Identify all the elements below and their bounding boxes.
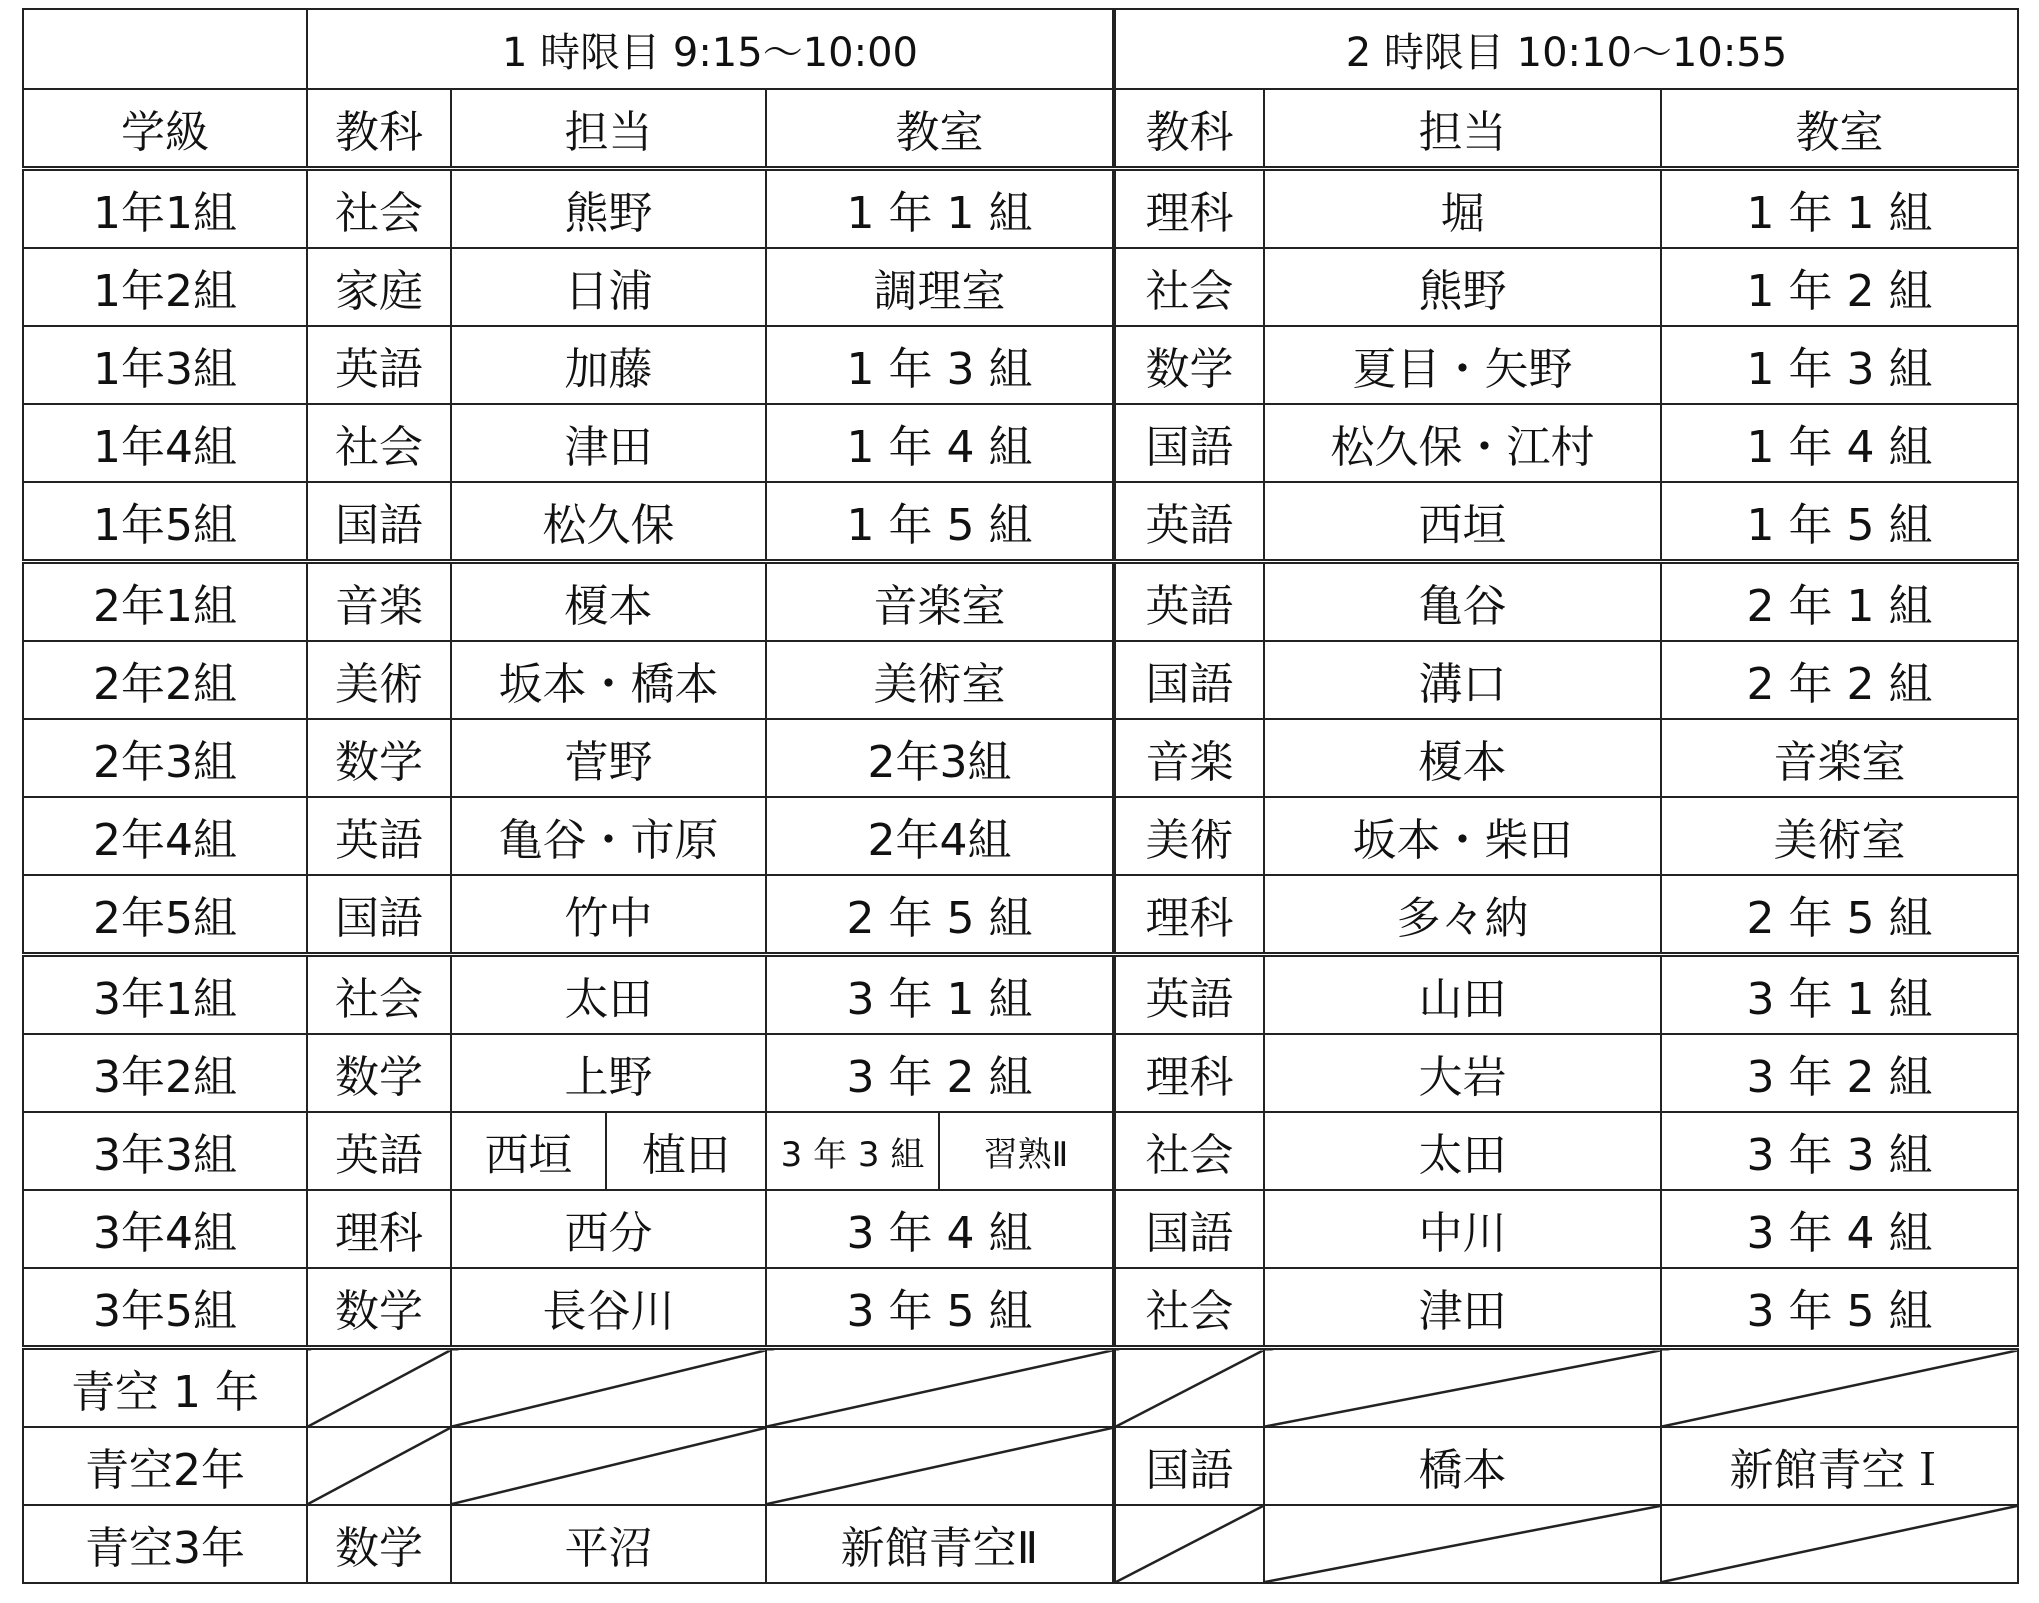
p2-subject-cell: 社会 bbox=[1114, 1268, 1264, 1348]
col-p2-teacher-header: 担当 bbox=[1264, 89, 1661, 169]
p2-teacher-cell: 西垣 bbox=[1264, 482, 1661, 562]
p2-room-cell: 1 年 5 組 bbox=[1661, 482, 2018, 562]
table-row bbox=[23, 248, 2018, 326]
period2-header: 2 時限目 10:10～10:55 bbox=[1114, 9, 2018, 89]
p2-teacher-cell: 津田 bbox=[1264, 1268, 1661, 1348]
p1-teacher-cell: 坂本・橋本 bbox=[451, 641, 766, 719]
p1-subject-cell: 数学 bbox=[307, 1034, 451, 1112]
class-cell: 3年5組 bbox=[23, 1268, 307, 1348]
table-row bbox=[23, 955, 2018, 1035]
class-cell: 青空3年 bbox=[23, 1505, 307, 1583]
col-class-header: 学級 bbox=[23, 89, 307, 169]
period1-header: 1 時限目 9:15～10:00 bbox=[307, 9, 1114, 89]
p1-teacher-cell: 菅野 bbox=[451, 719, 766, 797]
p1-room-cell: 新館青空Ⅱ bbox=[766, 1505, 1114, 1583]
p1-teacher-cell: 西分 bbox=[451, 1190, 766, 1268]
p1-subject-cell: 数学 bbox=[307, 719, 451, 797]
empty-slash-cell bbox=[1114, 1505, 1264, 1583]
class-cell: 1年1組 bbox=[23, 169, 307, 249]
p1-subject-cell: 数学 bbox=[307, 1505, 451, 1583]
p2-subject-cell: 英語 bbox=[1114, 562, 1264, 642]
table-row bbox=[23, 326, 2018, 404]
p1-subject-cell: 英語 bbox=[307, 797, 451, 875]
p2-room-cell: 1 年 4 組 bbox=[1661, 404, 2018, 482]
class-cell: 2年3組 bbox=[23, 719, 307, 797]
p1-teacher-b-cell: 植田 bbox=[606, 1112, 766, 1190]
p2-teacher-cell: 松久保・江村 bbox=[1264, 404, 1661, 482]
table-row bbox=[23, 1348, 2018, 1428]
p2-room-cell: 3 年 3 組 bbox=[1661, 1112, 2018, 1190]
class-cell: 3年2組 bbox=[23, 1034, 307, 1112]
p2-teacher-cell: 坂本・柴田 bbox=[1264, 797, 1661, 875]
period-header-row bbox=[23, 9, 2018, 89]
p2-teacher-cell: 榎本 bbox=[1264, 719, 1661, 797]
p2-subject-cell: 国語 bbox=[1114, 641, 1264, 719]
empty-slash-cell bbox=[1661, 1348, 2018, 1428]
p1-teacher-cell: 亀谷・市原 bbox=[451, 797, 766, 875]
p1-room-cell: 3 年 4 組 bbox=[766, 1190, 1114, 1268]
p1-subject-cell: 美術 bbox=[307, 641, 451, 719]
p1-subject-cell: 英語 bbox=[307, 1112, 451, 1190]
col-p2-subject-header: 教科 bbox=[1114, 89, 1264, 169]
p1-subject-cell: 音楽 bbox=[307, 562, 451, 642]
table-row bbox=[23, 1268, 2018, 1348]
p2-room-cell: 3 年 2 組 bbox=[1661, 1034, 2018, 1112]
table-row bbox=[23, 1190, 2018, 1268]
p1-teacher-cell: 加藤 bbox=[451, 326, 766, 404]
p2-teacher-cell: 亀谷 bbox=[1264, 562, 1661, 642]
p2-room-cell: 1 年 1 組 bbox=[1661, 169, 2018, 249]
p2-teacher-cell: 多々納 bbox=[1264, 875, 1661, 955]
p1-room-cell: 3 年 1 組 bbox=[766, 955, 1114, 1035]
p2-room-cell: 1 年 3 組 bbox=[1661, 326, 2018, 404]
p1-teacher-cell: 長谷川 bbox=[451, 1268, 766, 1348]
p2-room-cell: 1 年 2 組 bbox=[1661, 248, 2018, 326]
table-row bbox=[23, 719, 2018, 797]
p1-subject-cell: 英語 bbox=[307, 326, 451, 404]
col-p1-teacher-header: 担当 bbox=[451, 89, 766, 169]
table-row bbox=[23, 404, 2018, 482]
class-cell: 青空2年 bbox=[23, 1427, 307, 1505]
p2-room-cell: 3 年 4 組 bbox=[1661, 1190, 2018, 1268]
p1-room-cell: 1 年 1 組 bbox=[766, 169, 1114, 249]
table-row bbox=[23, 1112, 2018, 1190]
p2-teacher-cell: 大岩 bbox=[1264, 1034, 1661, 1112]
p1-room-cell: 3 年 5 組 bbox=[766, 1268, 1114, 1348]
col-p1-subject-header: 教科 bbox=[307, 89, 451, 169]
table-row bbox=[23, 1034, 2018, 1112]
empty-slash-cell bbox=[1114, 1348, 1264, 1428]
p1-subject-cell: 数学 bbox=[307, 1268, 451, 1348]
table-row bbox=[23, 797, 2018, 875]
class-cell: 3年4組 bbox=[23, 1190, 307, 1268]
p1-room-cell: 1 年 4 組 bbox=[766, 404, 1114, 482]
p2-subject-cell: 理科 bbox=[1114, 1034, 1264, 1112]
empty-slash-cell bbox=[766, 1348, 1114, 1428]
p1-room-cell: 2年3組 bbox=[766, 719, 1114, 797]
p2-teacher-cell: 溝口 bbox=[1264, 641, 1661, 719]
p1-subject-cell: 国語 bbox=[307, 482, 451, 562]
empty-slash-cell bbox=[451, 1348, 766, 1428]
p1-room-cell: 調理室 bbox=[766, 248, 1114, 326]
p1-room-cell: 3 年 2 組 bbox=[766, 1034, 1114, 1112]
empty-slash-cell bbox=[1661, 1505, 2018, 1583]
col-p1-room-header: 教室 bbox=[766, 89, 1114, 169]
p1-teacher-cell: 平沼 bbox=[451, 1505, 766, 1583]
table-row bbox=[23, 1505, 2018, 1583]
p1-subject-cell: 家庭 bbox=[307, 248, 451, 326]
class-cell: 青空 1 年 bbox=[23, 1348, 307, 1428]
p1-teacher-cell: 太田 bbox=[451, 955, 766, 1035]
p1-teacher-cell: 榎本 bbox=[451, 562, 766, 642]
table-row bbox=[23, 875, 2018, 955]
p2-room-cell: 2 年 2 組 bbox=[1661, 641, 2018, 719]
p1-room-a-cell: 3 年 3 組 bbox=[766, 1112, 939, 1190]
class-cell: 3年3組 bbox=[23, 1112, 307, 1190]
p1-room-cell: 2 年 5 組 bbox=[766, 875, 1114, 955]
class-cell: 1年3組 bbox=[23, 326, 307, 404]
class-cell: 2年1組 bbox=[23, 562, 307, 642]
p2-subject-cell: 社会 bbox=[1114, 1112, 1264, 1190]
p2-teacher-cell: 太田 bbox=[1264, 1112, 1661, 1190]
p1-teacher-cell: 上野 bbox=[451, 1034, 766, 1112]
p1-room-cell: 2年4組 bbox=[766, 797, 1114, 875]
table-row bbox=[23, 169, 2018, 249]
p2-subject-cell: 英語 bbox=[1114, 955, 1264, 1035]
class-cell: 2年5組 bbox=[23, 875, 307, 955]
p1-subject-cell: 理科 bbox=[307, 1190, 451, 1268]
p2-subject-cell: 理科 bbox=[1114, 875, 1264, 955]
p2-teacher-cell: 夏目・矢野 bbox=[1264, 326, 1661, 404]
p2-room-cell: 2 年 1 組 bbox=[1661, 562, 2018, 642]
p1-room-b-cell: 習熟Ⅱ bbox=[939, 1112, 1114, 1190]
p2-room-cell: 3 年 1 組 bbox=[1661, 955, 2018, 1035]
empty-slash-cell bbox=[307, 1348, 451, 1428]
p2-teacher-cell: 橋本 bbox=[1264, 1427, 1661, 1505]
empty-slash-cell bbox=[1264, 1348, 1661, 1428]
class-cell: 2年4組 bbox=[23, 797, 307, 875]
p2-subject-cell: 国語 bbox=[1114, 404, 1264, 482]
p2-teacher-cell: 熊野 bbox=[1264, 248, 1661, 326]
p1-room-cell: 美術室 bbox=[766, 641, 1114, 719]
p1-subject-cell: 社会 bbox=[307, 404, 451, 482]
empty-slash-cell bbox=[766, 1427, 1114, 1505]
p2-room-cell: 新館青空Ｉ bbox=[1661, 1427, 2018, 1505]
p1-room-cell: 1 年 3 組 bbox=[766, 326, 1114, 404]
class-cell: 1年5組 bbox=[23, 482, 307, 562]
empty-slash-cell bbox=[307, 1427, 451, 1505]
p2-subject-cell: 数学 bbox=[1114, 326, 1264, 404]
p2-room-cell: 2 年 5 組 bbox=[1661, 875, 2018, 955]
column-header-row bbox=[23, 89, 2018, 169]
p1-subject-cell: 社会 bbox=[307, 169, 451, 249]
p1-teacher-cell: 竹中 bbox=[451, 875, 766, 955]
p2-teacher-cell: 堀 bbox=[1264, 169, 1661, 249]
p2-teacher-cell: 山田 bbox=[1264, 955, 1661, 1035]
p1-subject-cell: 国語 bbox=[307, 875, 451, 955]
p1-teacher-cell: 松久保 bbox=[451, 482, 766, 562]
p2-subject-cell: 国語 bbox=[1114, 1427, 1264, 1505]
empty-slash-cell bbox=[451, 1427, 766, 1505]
table-row bbox=[23, 482, 2018, 562]
timetable bbox=[22, 8, 2019, 1584]
p2-room-cell: 美術室 bbox=[1661, 797, 2018, 875]
p1-teacher-cell: 日浦 bbox=[451, 248, 766, 326]
p2-subject-cell: 社会 bbox=[1114, 248, 1264, 326]
p2-subject-cell: 美術 bbox=[1114, 797, 1264, 875]
p1-room-cell: 1 年 5 組 bbox=[766, 482, 1114, 562]
class-cell: 1年4組 bbox=[23, 404, 307, 482]
class-cell: 1年2組 bbox=[23, 248, 307, 326]
p1-room-cell: 音楽室 bbox=[766, 562, 1114, 642]
class-cell: 2年2組 bbox=[23, 641, 307, 719]
timetable-sheet bbox=[22, 8, 2017, 1580]
p1-subject-cell: 社会 bbox=[307, 955, 451, 1035]
table-row bbox=[23, 641, 2018, 719]
p2-teacher-cell: 中川 bbox=[1264, 1190, 1661, 1268]
p2-subject-cell: 英語 bbox=[1114, 482, 1264, 562]
p2-subject-cell: 理科 bbox=[1114, 169, 1264, 249]
col-p2-room-header: 教室 bbox=[1661, 89, 2018, 169]
class-cell: 3年1組 bbox=[23, 955, 307, 1035]
p1-teacher-cell: 津田 bbox=[451, 404, 766, 482]
table-row bbox=[23, 1427, 2018, 1505]
p2-subject-cell: 音楽 bbox=[1114, 719, 1264, 797]
p1-teacher-cell: 熊野 bbox=[451, 169, 766, 249]
p2-room-cell: 音楽室 bbox=[1661, 719, 2018, 797]
empty-slash-cell bbox=[1264, 1505, 1661, 1583]
p2-subject-cell: 国語 bbox=[1114, 1190, 1264, 1268]
p1-teacher-a-cell: 西垣 bbox=[451, 1112, 606, 1190]
corner-cell bbox=[23, 9, 307, 89]
table-row bbox=[23, 562, 2018, 642]
p2-room-cell: 3 年 5 組 bbox=[1661, 1268, 2018, 1348]
